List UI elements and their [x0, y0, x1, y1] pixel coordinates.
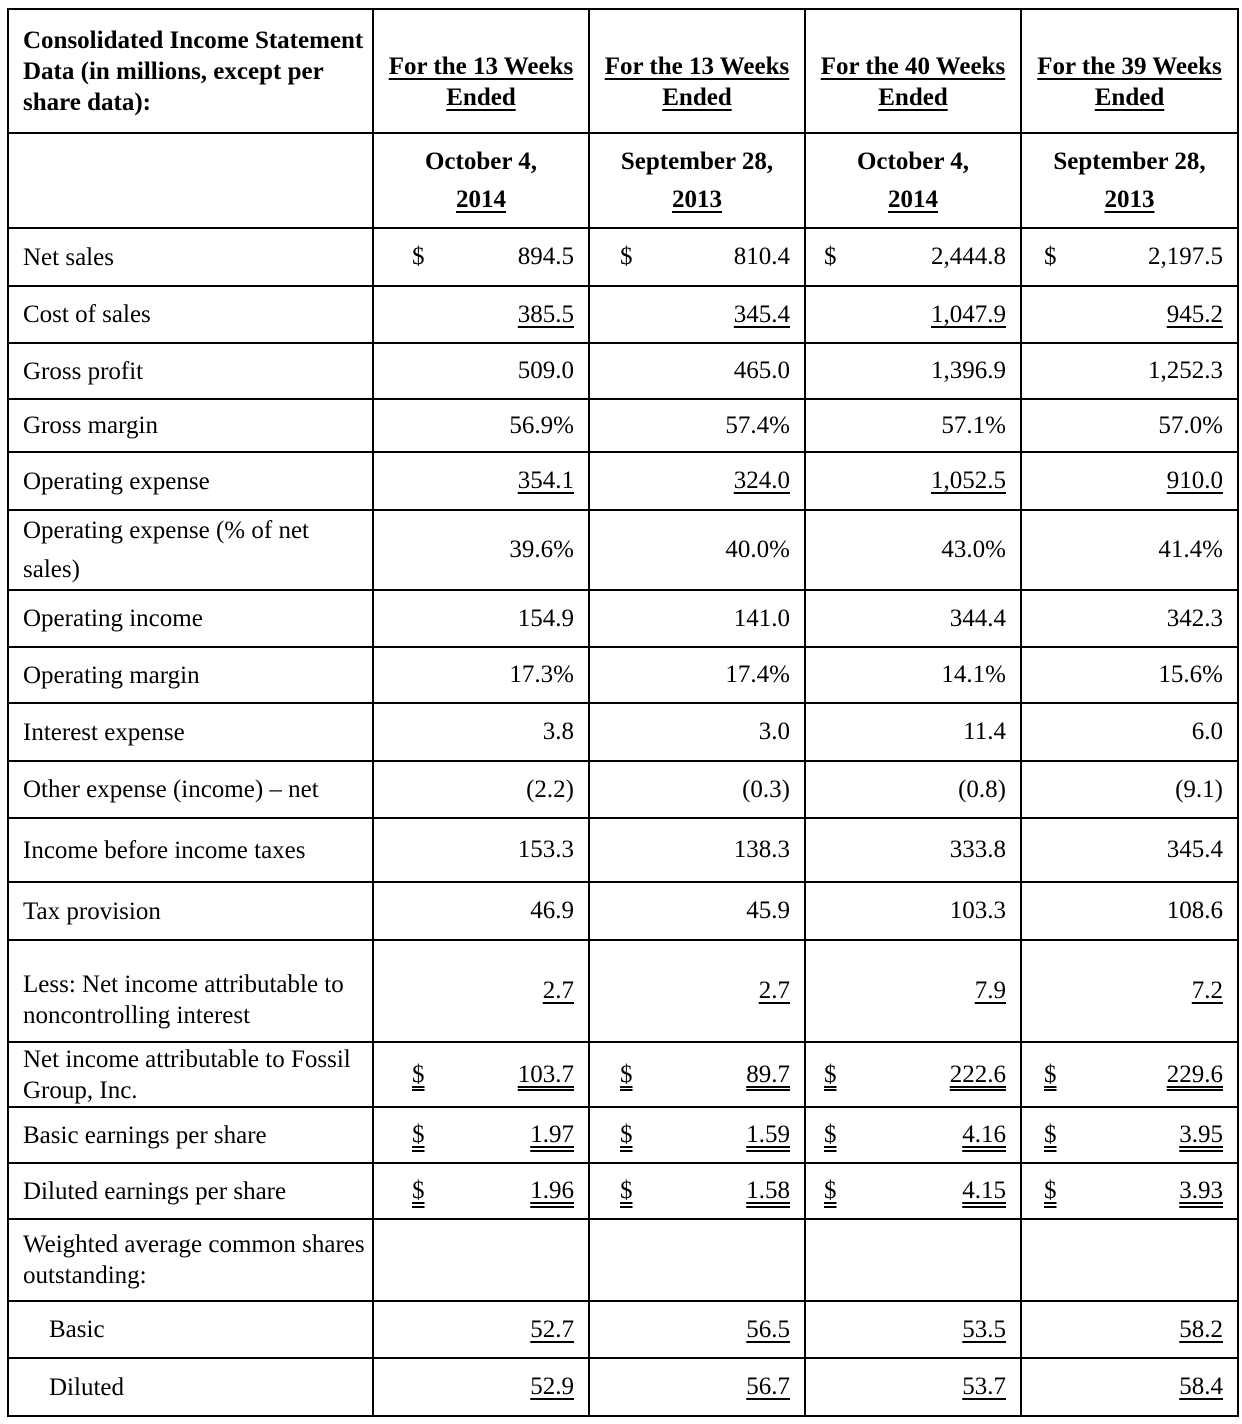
dollar-sign: $ [824, 1121, 837, 1148]
cell-value: 222.6 [949, 1060, 1006, 1088]
cell-value: 57.4% [725, 411, 790, 439]
value-cell [1021, 647, 1238, 703]
value-cell [805, 1107, 1021, 1163]
dollar-sign: $ [412, 1121, 425, 1148]
value-cell [373, 1301, 589, 1358]
cell-value: 1,252.3 [1148, 357, 1223, 384]
row-operating-income [8, 590, 1238, 647]
cell-value: 333.8 [949, 836, 1006, 863]
value-cell [1021, 286, 1238, 343]
dollar-sign: $ [620, 1177, 633, 1204]
row-other-expense-net [8, 761, 1238, 818]
cell-value: 52.7 [530, 1315, 574, 1343]
dollar-sign: $ [620, 1060, 633, 1088]
cell-value: 56.7 [746, 1373, 790, 1400]
column-header-2-period: For the 13 Weeks Ended [589, 9, 805, 133]
cell-value: 1.97 [530, 1121, 574, 1148]
value-cell [1021, 1107, 1238, 1163]
row-diluted-eps [8, 1163, 1238, 1219]
value-cell [805, 1358, 1021, 1416]
cell-value: 1,052.5 [931, 467, 1006, 494]
cell-value: 1.59 [746, 1121, 790, 1148]
cell-value: 4.15 [962, 1177, 1006, 1204]
cell-value: 2.7 [758, 977, 790, 1004]
row-label: Diluted earnings per share [8, 1163, 373, 1219]
value-cell [373, 1219, 589, 1301]
row-noncontrolling-interest [8, 940, 1238, 1042]
value-cell [805, 940, 1021, 1042]
cell-value: 342.3 [1166, 604, 1223, 632]
value-cell [373, 940, 589, 1042]
value-cell [589, 882, 805, 940]
value-cell [589, 1107, 805, 1163]
cell-value: 17.4% [725, 661, 790, 688]
value-cell [589, 818, 805, 882]
value-cell [589, 590, 805, 647]
row-label: Interest expense [8, 703, 373, 761]
dollar-sign: $ [824, 243, 837, 270]
cell-value: 509.0 [517, 357, 574, 384]
cell-value: 56.9% [509, 411, 574, 439]
value-cell [373, 761, 589, 818]
cell-value: 385.5 [517, 300, 574, 328]
row-income-before-taxes [8, 818, 1238, 882]
value-cell [1021, 510, 1238, 590]
dollar-sign: $ [1044, 1060, 1057, 1088]
value-cell [1021, 399, 1238, 452]
cell-value: 6.0 [1191, 718, 1223, 745]
cell-value: 56.5 [746, 1315, 790, 1343]
cell-value: 7.9 [974, 977, 1006, 1004]
header-row-period [8, 9, 1238, 133]
cell-value: 7.2 [1191, 977, 1223, 1004]
cell-value: (2.2) [526, 775, 574, 803]
value-cell [373, 452, 589, 510]
value-cell [805, 882, 1021, 940]
value-cell [805, 761, 1021, 818]
dollar-sign: $ [1044, 1121, 1057, 1148]
value-cell [373, 1358, 589, 1416]
value-cell [589, 399, 805, 452]
header-blank-cell [8, 133, 373, 228]
cell-value: 58.4 [1179, 1373, 1223, 1400]
column-header-3-period: For the 40 Weeks Ended [805, 9, 1021, 133]
value-cell [1021, 882, 1238, 940]
cell-value: 2,444.8 [931, 243, 1006, 270]
column-header-1-date: October 4, 2014 [373, 133, 589, 228]
value-cell [805, 1301, 1021, 1358]
cell-value: (0.3) [742, 775, 790, 803]
cell-value: 138.3 [733, 836, 790, 863]
cell-value: 43.0% [941, 536, 1006, 563]
value-cell [1021, 703, 1238, 761]
cell-value: 324.0 [733, 467, 790, 494]
row-net-sales [8, 228, 1238, 286]
value-cell [373, 818, 589, 882]
cell-value: 910.0 [1166, 467, 1223, 494]
cell-value: 39.6% [509, 536, 574, 563]
value-cell [1021, 452, 1238, 510]
dollar-sign: $ [412, 1060, 425, 1088]
value-cell [805, 510, 1021, 590]
value-cell [805, 1042, 1021, 1107]
cell-value: 2.7 [542, 977, 574, 1004]
cell-value: 1,396.9 [931, 357, 1006, 384]
value-cell [1021, 1301, 1238, 1358]
cell-value: 2,197.5 [1148, 243, 1223, 270]
row-label: Net income attributable to Fossil Group, Inc. [8, 1042, 373, 1107]
table-title: Consolidated Income Statement Data (in millions, except per share data): [8, 9, 373, 133]
cell-value: 41.4% [1158, 536, 1223, 563]
value-cell [589, 1042, 805, 1107]
value-cell [589, 647, 805, 703]
value-cell [373, 590, 589, 647]
row-operating-expense-pct [8, 510, 1238, 590]
row-label: Tax provision [8, 882, 373, 940]
cell-value: 58.2 [1179, 1315, 1223, 1343]
cell-value: 344.4 [949, 604, 1006, 632]
value-cell [805, 703, 1021, 761]
dollar-sign: $ [1044, 243, 1057, 270]
row-label: Cost of sales [8, 286, 373, 343]
dollar-sign: $ [1044, 1177, 1057, 1204]
cell-value: 1.96 [530, 1177, 574, 1204]
column-header-4-period: For the 39 Weeks Ended [1021, 9, 1238, 133]
dollar-sign: $ [824, 1060, 837, 1088]
cell-value: 3.95 [1179, 1121, 1223, 1148]
dollar-sign: $ [824, 1177, 837, 1204]
income-statement-table [7, 8, 1239, 1417]
value-cell [1021, 761, 1238, 818]
value-cell [805, 286, 1021, 343]
value-cell [589, 1219, 805, 1301]
cell-value: 229.6 [1166, 1060, 1223, 1088]
row-label: Other expense (income) – net [8, 761, 373, 818]
row-shares-diluted [8, 1358, 1238, 1416]
row-shares-basic [8, 1301, 1238, 1358]
value-cell [805, 1219, 1021, 1301]
row-label: Less: Net income attributable to noncontrolling interest [8, 940, 373, 1042]
cell-value: 894.5 [517, 243, 574, 270]
cell-value: 1.58 [746, 1177, 790, 1204]
cell-value: 945.2 [1166, 300, 1223, 328]
value-cell [373, 228, 589, 286]
value-cell [1021, 590, 1238, 647]
cell-value: 3.93 [1179, 1177, 1223, 1204]
row-label: Net sales [8, 228, 373, 286]
value-cell [805, 647, 1021, 703]
cell-value: 4.16 [962, 1121, 1006, 1148]
row-label: Operating expense [8, 452, 373, 510]
cell-value: 53.7 [962, 1373, 1006, 1400]
row-label: Gross profit [8, 343, 373, 399]
value-cell [373, 510, 589, 590]
value-cell [805, 452, 1021, 510]
dollar-sign: $ [620, 243, 633, 270]
header-row-date [8, 133, 1238, 228]
value-cell [1021, 1358, 1238, 1416]
row-label: Weighted average common shares outstanding: [8, 1219, 373, 1301]
row-gross-margin [8, 399, 1238, 452]
row-gross-profit [8, 343, 1238, 399]
value-cell [589, 228, 805, 286]
row-net-income-fossil [8, 1042, 1238, 1107]
cell-value: 810.4 [733, 243, 790, 270]
value-cell [373, 882, 589, 940]
value-cell [373, 399, 589, 452]
row-interest-expense [8, 703, 1238, 761]
cell-value: 141.0 [733, 604, 790, 632]
row-label: Operating expense (% of net sales) [8, 510, 373, 590]
cell-value: 46.9 [530, 897, 574, 924]
cell-value: 14.1% [941, 661, 1006, 688]
value-cell [589, 761, 805, 818]
cell-value: 345.4 [1166, 836, 1223, 863]
cell-value: 40.0% [725, 536, 790, 563]
row-operating-expense [8, 452, 1238, 510]
column-header-4-date: September 28, 2013 [1021, 133, 1238, 228]
value-cell [1021, 1219, 1238, 1301]
cell-value: 345.4 [733, 300, 790, 328]
value-cell [373, 703, 589, 761]
value-cell [589, 1163, 805, 1219]
row-tax-provision [8, 882, 1238, 940]
cell-value: 103.3 [949, 897, 1006, 924]
cell-value: 153.3 [517, 836, 574, 863]
column-header-3-date: October 4, 2014 [805, 133, 1021, 228]
cell-value: 3.0 [758, 718, 790, 745]
cell-value: 53.5 [962, 1315, 1006, 1343]
row-label: Diluted [8, 1358, 373, 1416]
value-cell [1021, 818, 1238, 882]
row-operating-margin [8, 647, 1238, 703]
dollar-sign: $ [412, 1177, 425, 1204]
value-cell [805, 343, 1021, 399]
value-cell [589, 343, 805, 399]
row-weighted-average-shares [8, 1219, 1238, 1301]
cell-value: 57.0% [1158, 411, 1223, 439]
cell-value: 1,047.9 [931, 300, 1006, 328]
value-cell [805, 228, 1021, 286]
row-label: Gross margin [8, 399, 373, 452]
cell-value: 57.1% [941, 411, 1006, 439]
value-cell [805, 399, 1021, 452]
cell-value: 154.9 [517, 604, 574, 632]
value-cell [373, 647, 589, 703]
row-label: Operating income [8, 590, 373, 647]
cell-value: (0.8) [958, 775, 1006, 803]
column-header-1-period: For the 13 Weeks Ended [373, 9, 589, 133]
row-basic-eps [8, 1107, 1238, 1163]
cell-value: 17.3% [509, 661, 574, 688]
cell-value: (9.1) [1175, 775, 1223, 803]
dollar-sign: $ [412, 243, 425, 270]
value-cell [1021, 228, 1238, 286]
cell-value: 103.7 [517, 1060, 574, 1088]
row-label: Income before income taxes [8, 818, 373, 882]
row-label: Basic earnings per share [8, 1107, 373, 1163]
value-cell [373, 1107, 589, 1163]
value-cell [589, 940, 805, 1042]
cell-value: 11.4 [963, 718, 1006, 745]
cell-value: 354.1 [517, 467, 574, 494]
value-cell [373, 343, 589, 399]
value-cell [589, 703, 805, 761]
dollar-sign: $ [620, 1121, 633, 1148]
row-label: Basic [8, 1301, 373, 1358]
cell-value: 52.9 [530, 1373, 574, 1400]
value-cell [1021, 940, 1238, 1042]
row-label: Operating margin [8, 647, 373, 703]
value-cell [1021, 343, 1238, 399]
column-header-2-date: September 28, 2013 [589, 133, 805, 228]
value-cell [373, 286, 589, 343]
cell-value: 89.7 [746, 1060, 790, 1088]
value-cell [589, 1358, 805, 1416]
value-cell [589, 286, 805, 343]
value-cell [373, 1163, 589, 1219]
value-cell [589, 510, 805, 590]
value-cell [1021, 1042, 1238, 1107]
value-cell [589, 452, 805, 510]
cell-value: 465.0 [733, 357, 790, 384]
row-cost-of-sales [8, 286, 1238, 343]
value-cell [589, 1301, 805, 1358]
cell-value: 15.6% [1158, 661, 1223, 688]
cell-value: 45.9 [746, 897, 790, 924]
cell-value: 3.8 [542, 718, 574, 745]
value-cell [373, 1042, 589, 1107]
cell-value: 108.6 [1166, 897, 1223, 924]
value-cell [805, 590, 1021, 647]
value-cell [1021, 1163, 1238, 1219]
value-cell [805, 818, 1021, 882]
value-cell [805, 1163, 1021, 1219]
